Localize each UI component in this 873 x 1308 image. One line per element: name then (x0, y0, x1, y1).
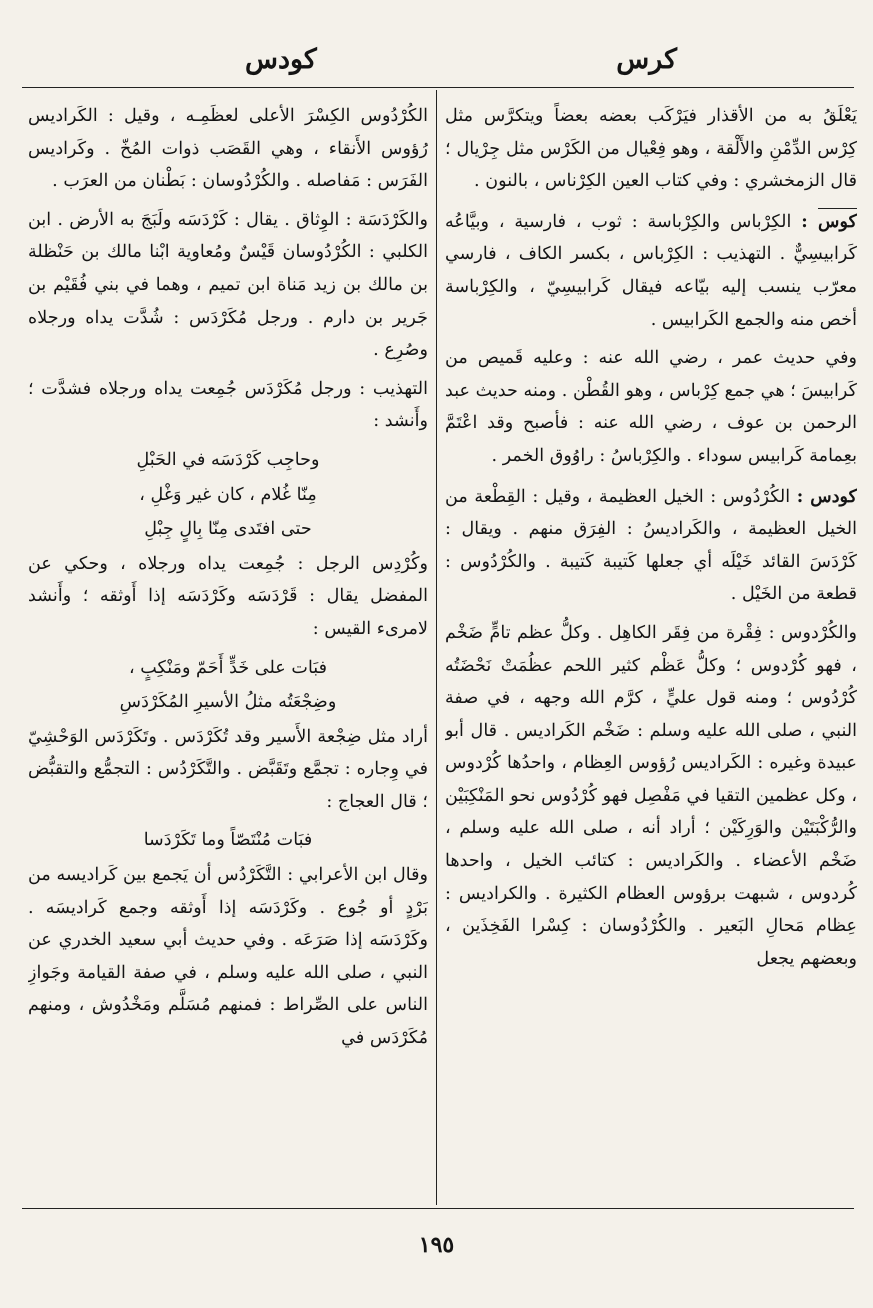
verse-line: وحاجِب كَرْدَسَه في الحَبْلِ (136, 449, 320, 470)
paragraph: يَعْلَقُ به من الأقذار فيَرْكَب بعضه بعضاً ويتكرَّس مثل كِرْس الدِّمْنِ والأَلْقة ، وهو فِعْيال من الكَرْس مثل جِرْيال ؛ قال الزمخشري : وفي كتاب العين الكِرْناس ، بالنون . (445, 106, 857, 192)
verse-line: فبَات على خَدٍّ أَحَمّ ومَنْكِبٍ ، (128, 657, 328, 678)
entry-text: الكُرْدُوس : الخيل العظيمة ، وقيل : القِطْعة من الخيل العظيمة ، والكَراديسُ : الفِرَق منهم . ويقال : كَرْدَسَ القائد خَيْلَه أي جعلها كَتيبة كَتيبة . والكُرْدُوس : قطعة من الخَيْل . (445, 486, 857, 605)
entry-text: الكِرْباس والكِرْباسة : ثوب ، فارسية ، وبيَّاعُه كَرابيسِيٌّ . التهذيب : الكِرْباس ، بكسر الكاف ، فارسي معرّب ينسب إليه بيّاعه فيقال كَرابيسِيّ ، والكِرْباسة أخص منه والجمع الكَرابيس . (445, 211, 857, 330)
paragraph: أراد مثل ضِجْعة الأَسير وقد تُكَرْدَس . وتَكَرْدَس الوَحْشِيّ في وِجاره : تجمَّع وتَقَبَّض . والتَّكَرْدُس : التجمُّع والتقبُّض ؛ قال العجاج : (28, 726, 428, 812)
paragraph: وفي حديث عمر ، رضي الله عنه : وعليه قَميص من كَرابيسَ ؛ هي جمع كِرْباس ، وهو القُطْن . ومنه حديث عبد الرحمن بن عوف ، رضي الله عنه : فأصبح وقد اعْتَمَّ بعِمامة كَرابيس سوداء . والكِرْباسُ : راوُوق الخمر . (445, 348, 857, 466)
verse-line: فبَات مُنْتَصّاً وما تَكَرْدَسا (143, 830, 313, 851)
page-number: ١٩٥ (418, 1232, 455, 1258)
verse-line: حتى افتَدى مِنّا بِالٍ جِبْلِ (144, 519, 312, 540)
paragraph: والكَرْدَسَة : الوِثاق . يقال : كَرْدَسَه ولَبَجَ به الأرض . ابن الكلبي : الكُرْدُوسان قَيْسٌ ومُعاوية ابْنا مالك بن حَنْظلة بن مالك بن زيد مَناة ابن تميم ، وهما في بني فُقَيْم بن جَرير بن دارم . ورجل مُكَرْدَس : شُدَّت يداه ورجلاه وصُرِع . (28, 209, 428, 361)
paragraph: وكُرْدِس الرجل : جُمِعت يداه ورجلاه ، وحكي عن المفضل يقال : قَرْدَسَه وكَرْدَسَه إذا أَوثقه ؛ وأَنشد لامرىء القيس : (28, 553, 428, 639)
entry-kwds (445, 481, 857, 611)
entry-kurs (445, 206, 857, 336)
paragraph: وقال ابن الأعرابي : التَّكَرْدُس أن يَجمع بين كَراديسه من بَرْدٍ أو جُوع . وكَرْدَسَه إذا أَوثقه وجمع كَراديسَه . وكَرْدَسَه إذا صَرَعَه . وفي حديث أبي سعيد الخدري عن النبي ، صلى الله عليه وسلم ، في صفة القيامة وجَوازِ الناس على الصِّراط : فمنهم مُسَلَّم ومَخْدُوش ، ومنهم مُكَرْدَس في (28, 865, 428, 1049)
paragraph: والكُرْدوس : فِقْرة من فِقَر الكاهِل . وكلُّ عظم تامٍّ ضَخْم ، فهو كُرْدوس ؛ وكلُّ عَظْم كثير اللحم عظُمَتْ نَحْضَتُه كُرْدُوس ؛ ومنه قول عليٍّ ، كرَّم الله وجهه ، في صفة النبي ، صلى الله عليه وسلم : ضَخْم الكَراديس . قال أبو عبيدة وغيره : الكَراديس رُؤوس العِظام ، واحدُها كُرْدوس ، وكل عظمين التقيا في مَفْصِل فهو كُرْدُوس نحو المَنْكِبَيْن والرُّكْبَتَيْن والوَرِكَيْن ؛ أراد أنه ، صلى الله عليه وسلم ، ضَخْم الأعضاء . والكَراديس : كتائب الخيل ، واحدها كُردوس ، شبهت برؤوس العظام الكثيرة . والكراديس : عِظام مَحالِ البَعير . والكُرْدُوسان : كِسْرا الفَخِذَين ، وبعضهم يجعل (445, 622, 857, 969)
header-headword-left: كودس (245, 44, 317, 75)
entry-headword: كوس : (801, 210, 857, 232)
headword-bracket (818, 208, 857, 239)
column-divider (436, 90, 437, 1205)
left-column (28, 100, 428, 1200)
page-header (30, 44, 852, 84)
paragraph: التهذيب : ورجل مُكَرْدَس جُمِعت يداه ورجلاه فشدَّت ؛ وأَنشد : (28, 378, 428, 432)
footer-rule (22, 1208, 854, 1209)
header-rule (22, 87, 854, 88)
verse-line: مِنّا غُلام ، كان غير وَغْلِ ، (139, 484, 317, 505)
verse-line: وضِجْعَتُه مثلُ الأسيرِ المُكَرْدَسِ (119, 692, 337, 713)
right-column (445, 100, 857, 1200)
header-headword-right: كرس (616, 44, 677, 75)
paragraph: الكُرْدُوس الكِسْرَ الأعلى لعظَمِـه ، وقيل : الكَراديس رُؤوس الأَنقاء ، وهي القَصَب ذوات المُخّ . وكَراديس الفَرَس : مَفاصله . والكُرْدُوسان : بَطْنان من العرَب . (28, 106, 428, 192)
entry-headword: كودس : (796, 485, 857, 507)
